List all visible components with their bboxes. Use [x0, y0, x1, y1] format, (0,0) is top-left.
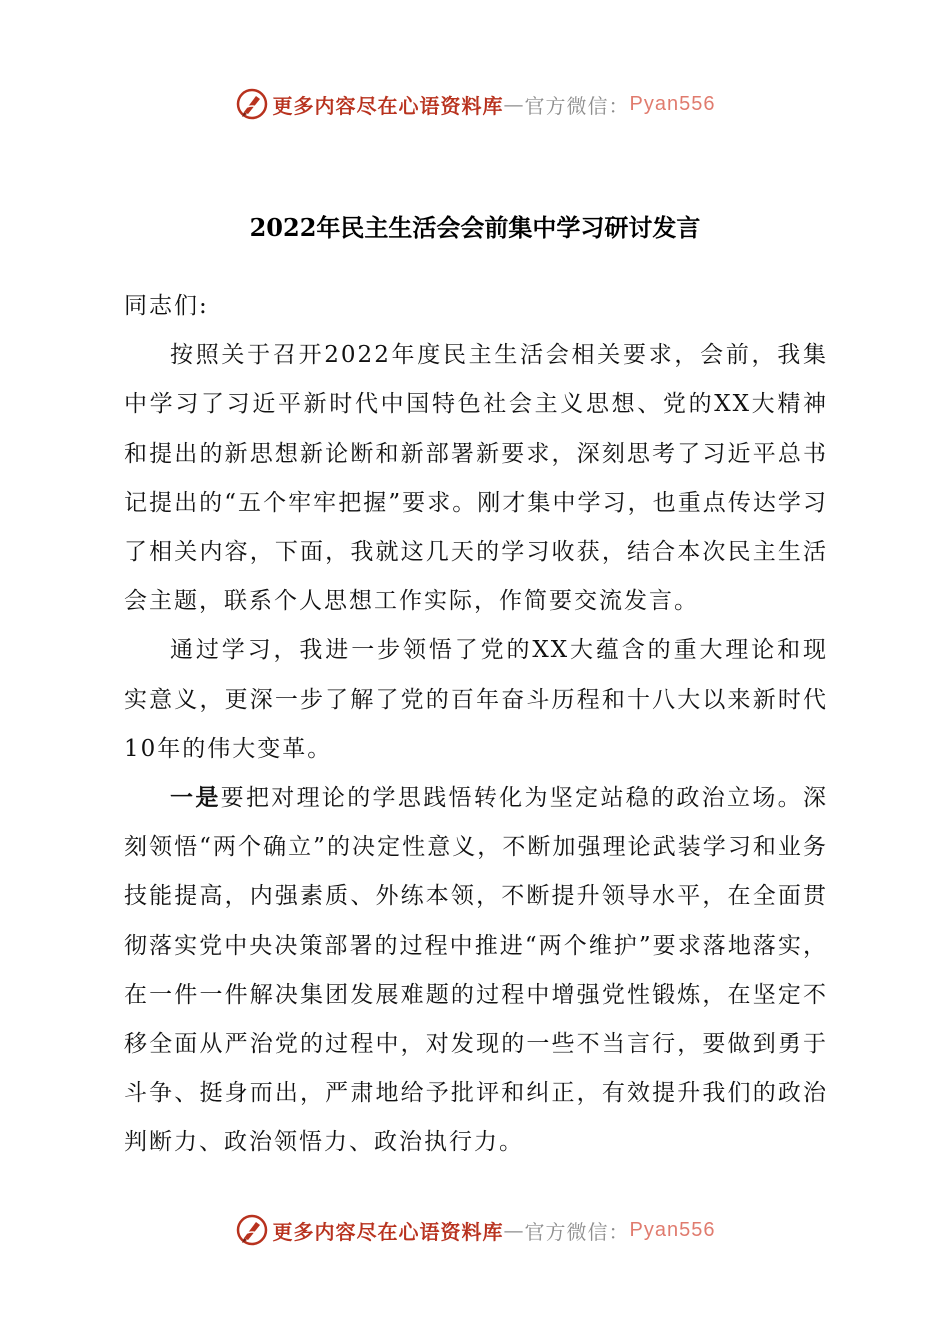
watermark-dash: — — [503, 92, 525, 116]
watermark-wechat-id: Pyan556 — [629, 92, 716, 115]
document-title: 2022年民主生活会会前集中学习研讨发言 — [249, 213, 701, 242]
point-one-text: 要把对理论的学思践悟转化为坚定站稳的政治立场。深刻领悟“两个确立”的决定性意义，不断加强理论武装学习和业务技能提高，内强素质、外练本领，不断提升领导水平，在全面贯彻落实党中央决策部署的过程中推进“两个维护”要求落地落实，在一件一件解决集团发展难题的过程中增强党性锻炼，在坚定不移全面从严治党的过程中，对发现的一些不当言行，要做到勇于斗争、挺身而出，严肃地给予批评和纠正，有效提升我们的政治判断力、政治领悟力、政治执行力。 — [124, 785, 829, 1156]
watermark-site-text: 更多内容尽在心语资料库 — [272, 1219, 504, 1244]
pen-logo-icon — [235, 87, 269, 121]
watermark-wechat-label: 官方微信： — [524, 93, 630, 118]
pen-logo-icon — [235, 1213, 269, 1247]
paragraph-point-one — [124, 774, 828, 1168]
watermark-dash: — — [503, 1218, 525, 1242]
point-one-lead: 一是 — [170, 785, 221, 812]
watermark-wechat-label: 官方微信： — [524, 1219, 630, 1244]
watermark-site-text: 更多内容尽在心语资料库 — [272, 93, 504, 118]
paragraph-study: 通过学习，我进一步领悟了党的XX大蕴含的重大理论和现实意义，更深一步了解了党的百年奋斗历程和十八大以来新时代10年的伟大变革。 — [124, 637, 828, 762]
header-watermark — [0, 84, 950, 124]
paragraph-intro: 按照关于召开2022年度民主生活会相关要求，会前，我集中学习了习近平新时代中国特色社会主义思想、党的XX大精神和提出的新思想新论断和新部署新要求，深刻思考了习近平总书记提出的“五个牢牢把握”要求。刚才集中学习，也重点传达学习了相关内容，下面，我就这几天的学习收获，结合本次民主生活会主题，联系个人思想工作实际，作简要交流发言。 — [124, 342, 828, 615]
document-body — [124, 282, 828, 1168]
watermark-wechat-id: Pyan556 — [629, 1218, 716, 1241]
salutation: 同志们: — [124, 293, 209, 319]
footer-watermark — [0, 1210, 950, 1250]
